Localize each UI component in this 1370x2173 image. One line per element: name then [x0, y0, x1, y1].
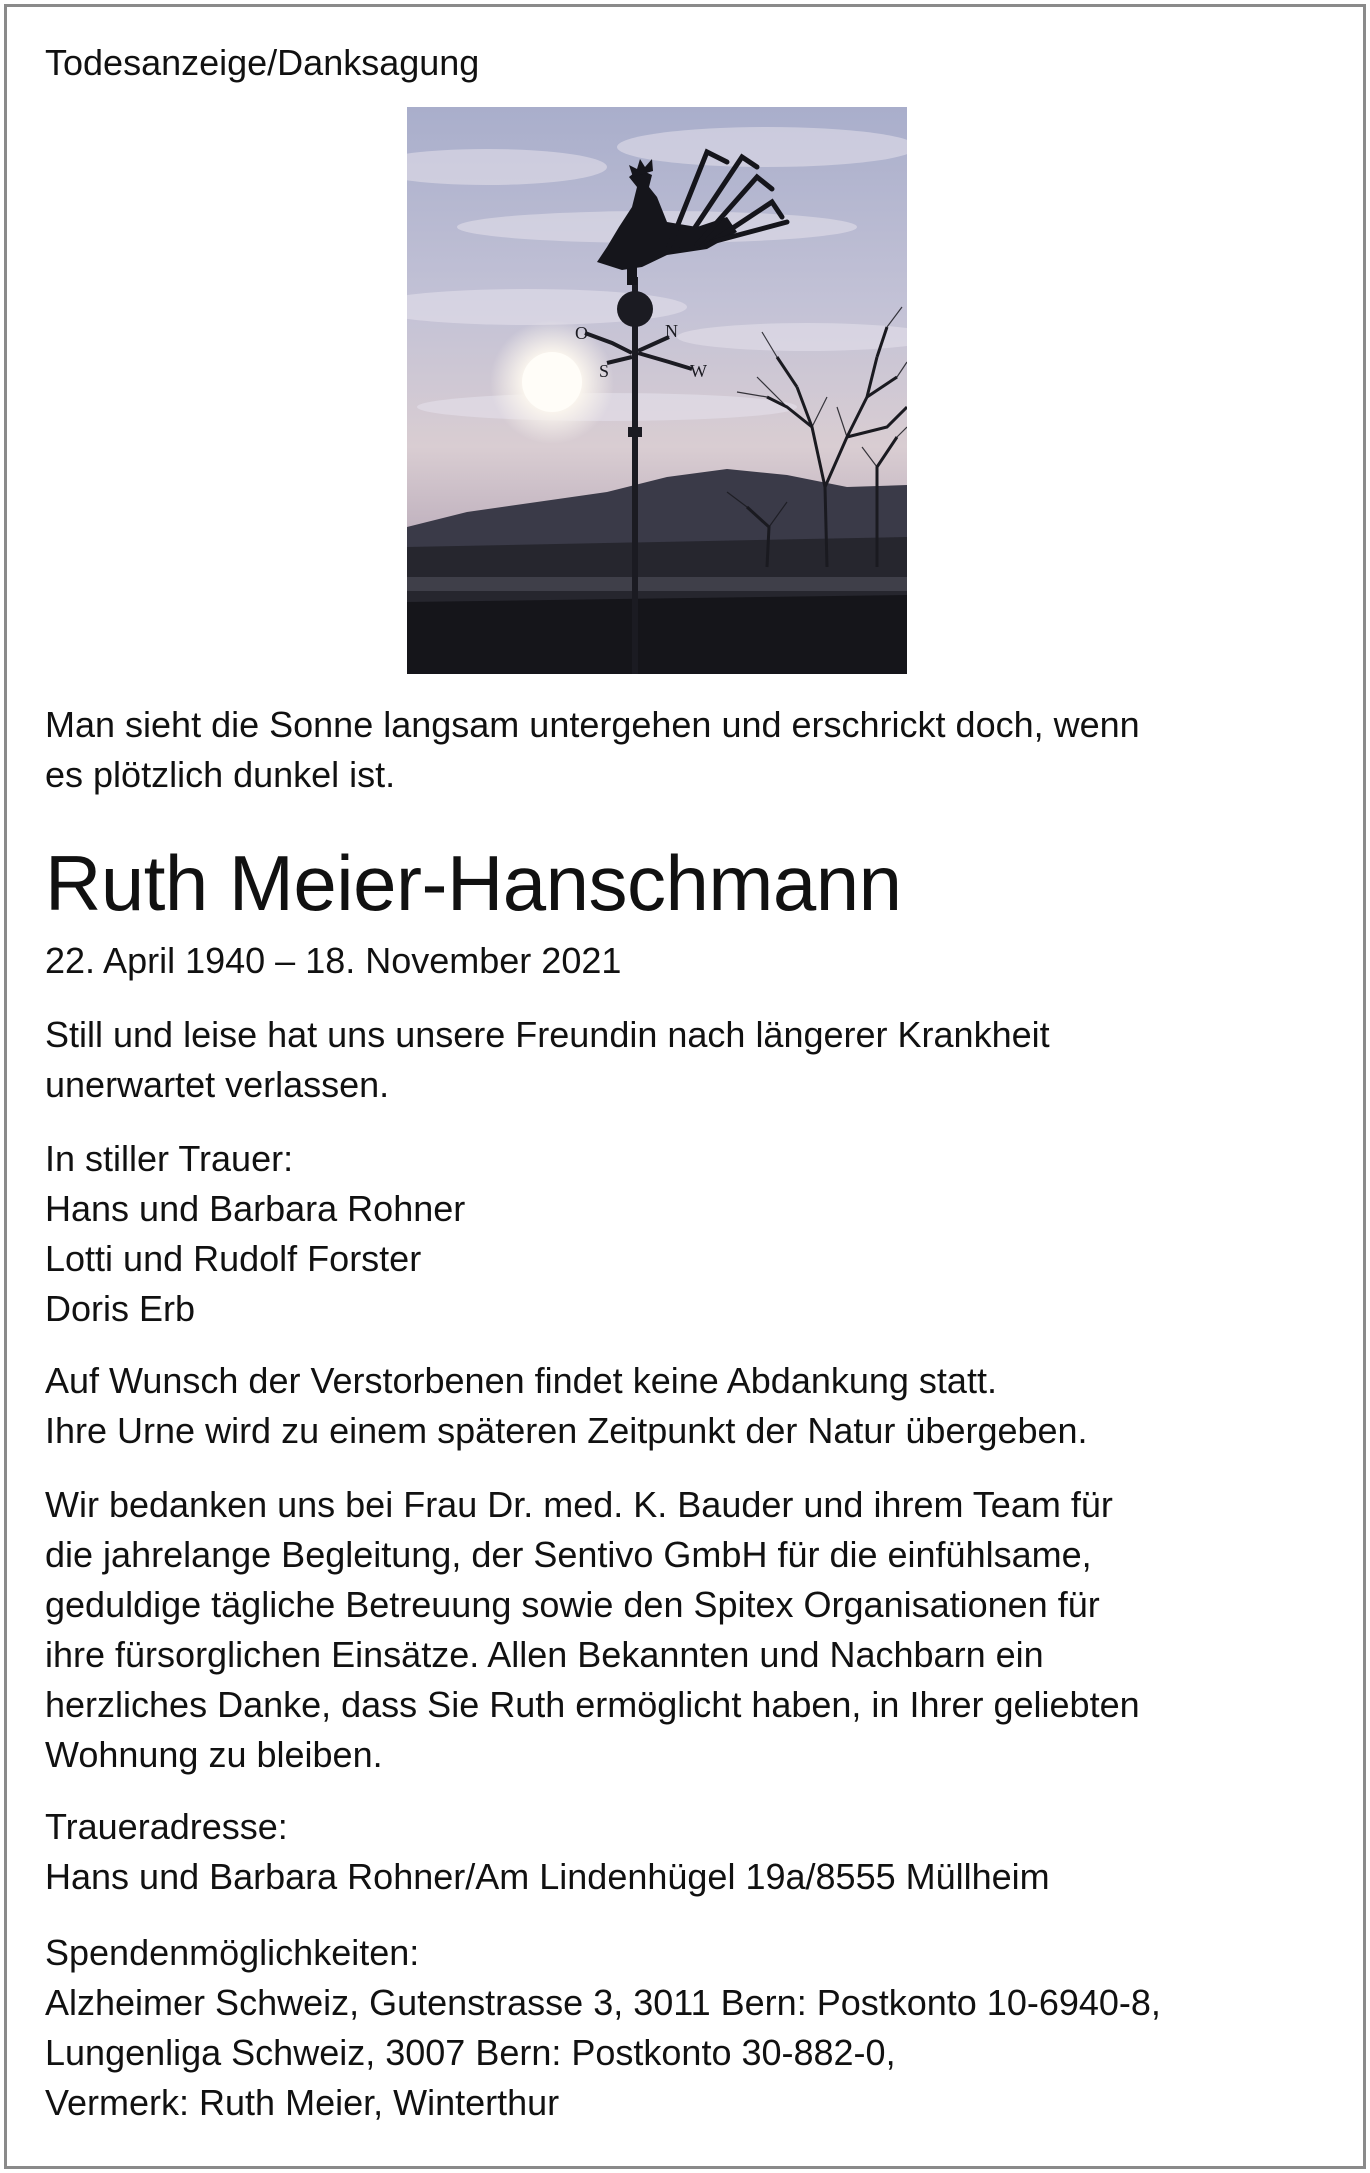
mourner-name: Hans und Barbara Rohner: [45, 1188, 466, 1229]
life-dates: 22. April 1940 – 18. November 2021: [45, 940, 622, 981]
quote-block: [45, 700, 1335, 800]
donation-line: Vermerk: Ruth Meier, Winterthur: [45, 2082, 560, 2123]
thanks-line: Wohnung zu bleiben.: [45, 1734, 383, 1775]
ceremony-block: [45, 1356, 1335, 1456]
svg-text:O: O: [575, 323, 588, 343]
donations-heading: Spendenmöglichkeiten:: [45, 1932, 420, 1973]
mourners-heading: In stiller Trauer:: [45, 1138, 294, 1179]
mourners-block: [45, 1134, 1335, 1334]
notice-type-label: Todesanzeige/Danksagung: [45, 42, 480, 83]
quote-line-1: Man sieht die Sonne langsam untergehen und erschrickt doch, wenn: [45, 704, 1140, 745]
thanks-line: herzliches Danke, dass Sie Ruth ermöglicht haben, in Ihrer geliebten: [45, 1684, 1140, 1725]
message-line-1: Still und leise hat uns unsere Freundin nach längerer Krankheit: [45, 1014, 1050, 1055]
ceremony-line-2: Ihre Urne wird zu einem späteren Zeitpunkt der Natur übergeben.: [45, 1410, 1088, 1451]
donation-line: Alzheimer Schweiz, Gutenstrasse 3, 3011 Bern: Postkonto 10-6940-8,: [45, 1982, 1161, 2023]
svg-text:N: N: [665, 321, 678, 341]
thanks-line: geduldige tägliche Betreuung sowie den Spitex Organisationen für: [45, 1584, 1100, 1625]
mourner-name: Lotti und Rudolf Forster: [45, 1238, 422, 1279]
thanks-line: die jahrelange Begleitung, der Sentivo GmbH für die einfühlsame,: [45, 1534, 1092, 1575]
thanks-line: Wir bedanken uns bei Frau Dr. med. K. Bauder und ihrem Team für: [45, 1484, 1113, 1525]
thanks-line: ihre fürsorglichen Einsätze. Allen Bekannten und Nachbarn ein: [45, 1634, 1044, 1675]
thanks-block: [45, 1480, 1335, 1780]
weathervane-photo: [407, 107, 907, 674]
message-line-2: unerwartet verlassen.: [45, 1064, 390, 1105]
life-dates-block: [45, 936, 1335, 986]
mourning-address-block: [45, 1802, 1335, 1902]
address-heading: Traueradresse:: [45, 1806, 288, 1847]
address-value: Hans und Barbara Rohner/Am Lindenhügel 19a/8555 Müllheim: [45, 1856, 1050, 1897]
mourner-name: Doris Erb: [45, 1288, 196, 1329]
donation-line: Lungenliga Schweiz, 3007 Bern: Postkonto 30-882-0,: [45, 2032, 896, 2073]
deceased-name: Ruth Meier-Hanschmann: [45, 839, 902, 927]
deceased-name-block: [45, 838, 1335, 928]
svg-text:W: W: [690, 361, 707, 381]
notice-header: [45, 40, 1335, 86]
ceremony-line-1: Auf Wunsch der Verstorbenen findet keine Abdankung statt.: [45, 1360, 997, 1401]
message-block: [45, 1010, 1335, 1110]
weathervane-sunset-image: [407, 107, 907, 674]
quote-line-2: es plötzlich dunkel ist.: [45, 754, 396, 795]
svg-text:S: S: [599, 361, 610, 381]
donations-block: [45, 1928, 1335, 2128]
